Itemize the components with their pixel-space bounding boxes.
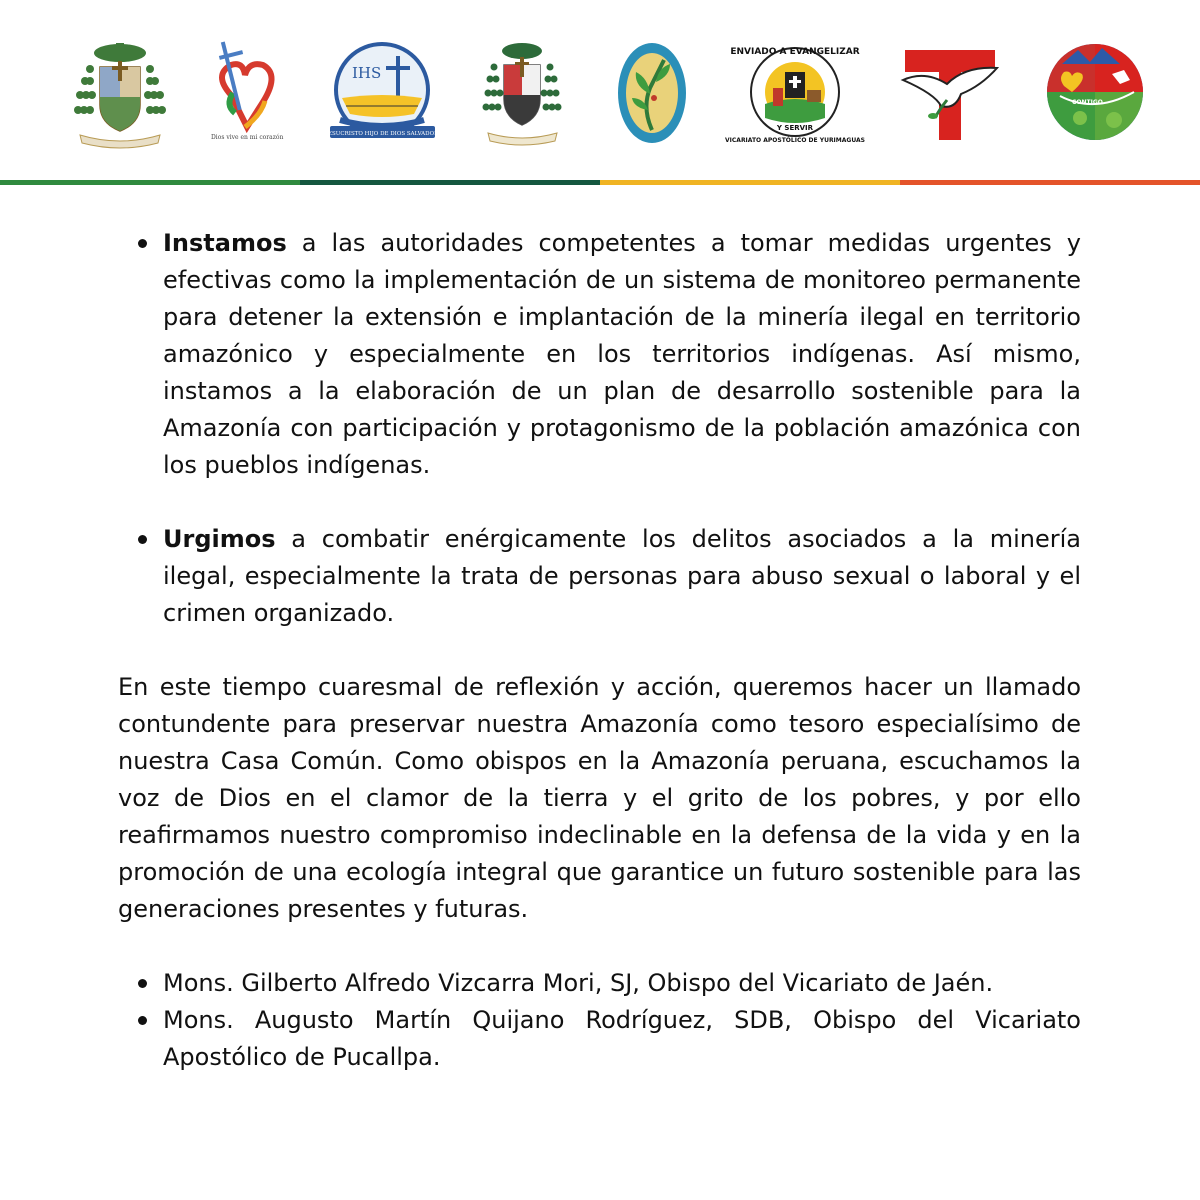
list-item [163,965,1081,1002]
oval-green-seal-icon [612,30,692,155]
closing-paragraph: En este tiempo cuaresmal de reflexión y acción, queremos hacer un llamado contundente para preservar nuestra Amazonía como tesoro especialísimo de nuestra Casa Común. Como obispos en la Amazonía peruana, escuchamos la voz de Dios en el clamor de la tierra y el grito de los pobres, y por ello reafirmamos nuestro compromiso indeclinable en la defensa de la vida y en la promoción de una ecología integral que garantice un futuro sostenible para las generaciones presentes y futuras. [118,673,1081,923]
svg-text:Dios vive en mi corazón: Dios vive en mi corazón [211,134,284,141]
svg-text:VICARIATO APOSTÓLICO DE YURIMA: VICARIATO APOSTÓLICO DE YURIMAGUAS [725,136,865,144]
bullet-icon [138,535,147,544]
demands-list [118,521,1081,632]
bullet-text: a las autoridades competentes a tomar medidas urgentes y efectivas como la implementación de un sistema de monitoreo permanente para detener la extensión e implantación de la minería ilegal en territorio amazónico y especialmente en los territorios indígenas. Así mismo, instamos a la elaboración de un plan de desarrollo sostenible para la Amazonía con participación y protagonismo de la población amazónica con los pueblos indígenas. [163,229,1081,479]
logo-header [0,30,1200,155]
ihs-boat-emblem-icon [325,30,439,155]
list-item [163,225,1081,484]
vicariate-yurimaguas-seal-icon [725,30,865,155]
episcopal-coat-of-arms-icon [480,30,565,155]
header-divider-stripe [0,180,1200,185]
bullet-text: a combatir enérgicamente los delitos asociados a la minería ilegal, especialmente la trata de personas para abuso sexual o laboral y el crimen organizado. [163,525,1081,627]
svg-text:Y SERVIR: Y SERVIR [776,123,814,132]
episcopal-coat-of-arms-icon [70,30,170,155]
svg-text:JESUCRISTO HIJO DE DIOS SALVAD: JESUCRISTO HIJO DE DIOS SALVADOR [325,131,439,137]
svg-text:CONTIGO: CONTIGO [1072,99,1103,106]
bullet-icon [138,1016,147,1025]
list-item [163,521,1081,632]
signatory-name: Mons. Augusto Martín Quijano Rodríguez, SDB, Obispo del Vicariato Apostólico de Pucallpa. [163,1006,1081,1071]
bullet-lead: Urgimos [163,525,276,553]
svg-text:ENVIADO A EVANGELIZAR: ENVIADO A EVANGELIZAR [730,46,860,57]
stripe-segment-yellow [600,180,900,185]
stripe-segment-dark-green [300,180,600,185]
document-body [118,225,1081,1076]
demands-list [118,225,1081,484]
circular-colorful-emblem-icon [1040,30,1150,155]
franciscan-tau-dove-icon [895,30,1005,155]
svg-text:IHS: IHS [352,64,382,82]
stripe-segment-orange [900,180,1200,185]
signatories-list [118,965,1081,1076]
list-item [163,1002,1081,1076]
signatory-name: Mons. Gilberto Alfredo Vizcarra Mori, SJ, Obispo del Vicariato de Jaén. [163,969,994,997]
bullet-icon [138,979,147,988]
bullet-icon [138,239,147,248]
bullet-lead: Instamos [163,229,287,257]
cross-heart-logo-icon [205,30,285,155]
stripe-segment-green [0,180,300,185]
